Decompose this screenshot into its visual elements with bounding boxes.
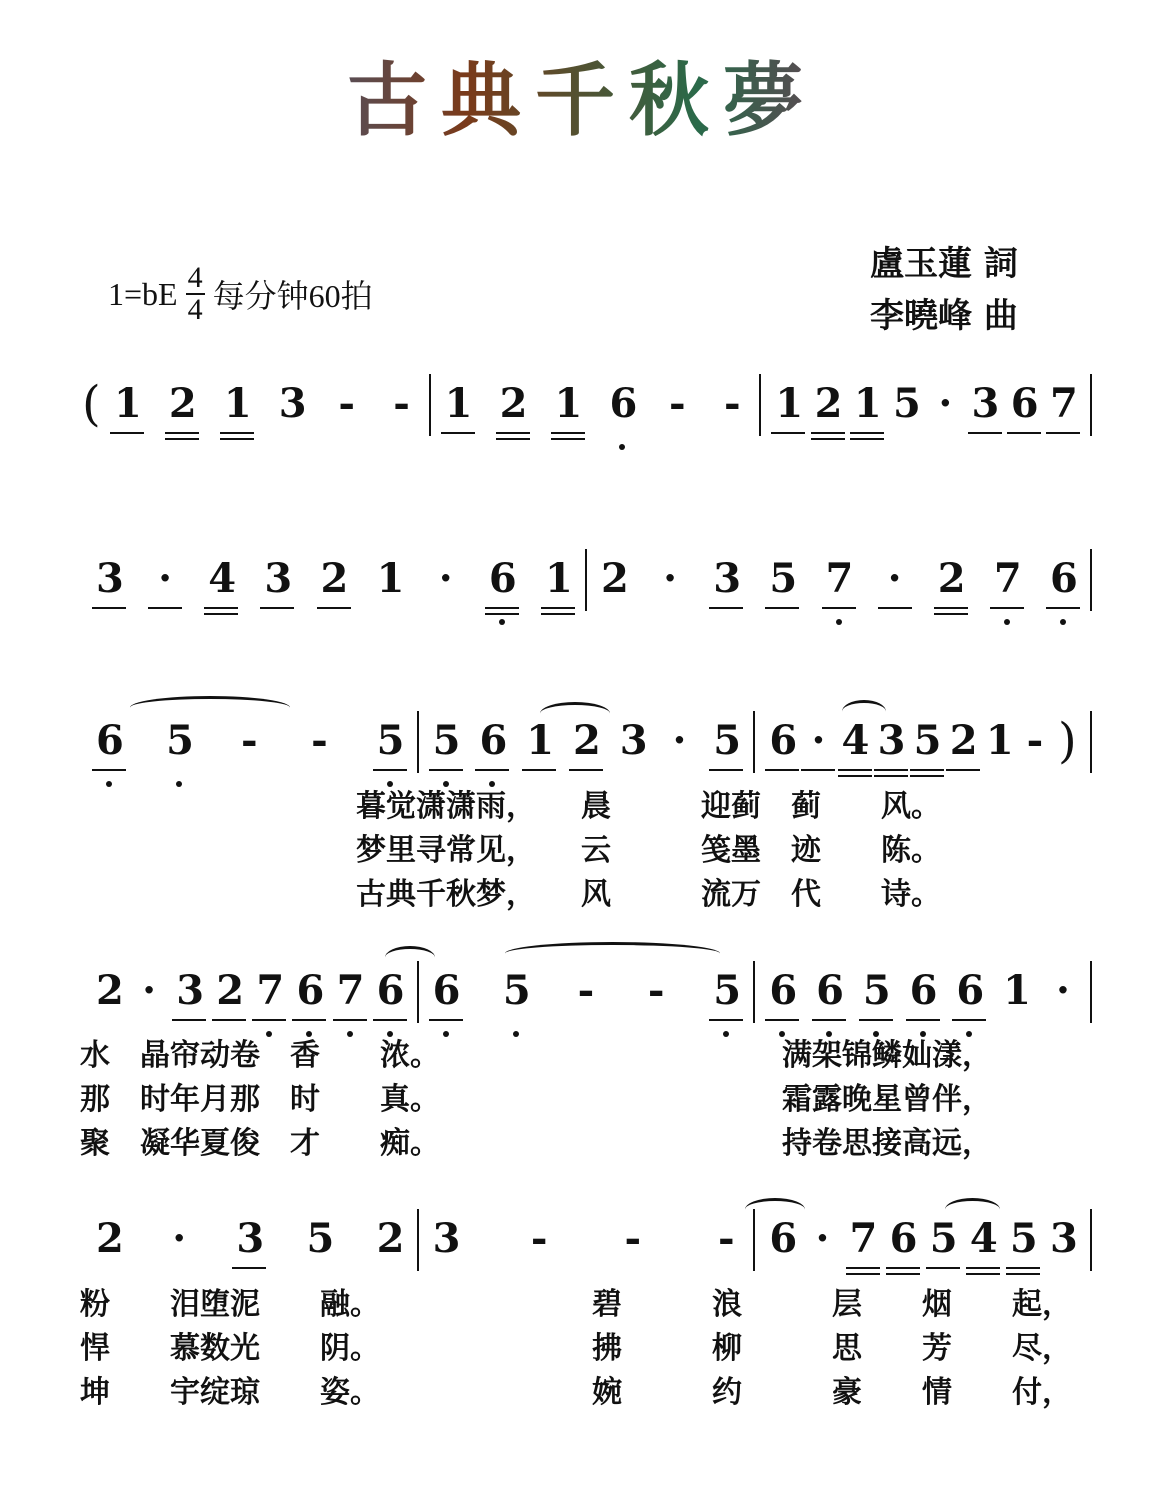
note: 5 (769, 555, 795, 603)
note: 3 (972, 380, 998, 428)
measure (82, 967, 417, 1015)
note: 5 (1010, 1215, 1036, 1263)
dash: - (718, 1215, 735, 1262)
underline (874, 775, 908, 777)
note: 1 (526, 717, 552, 765)
note: 2 (500, 380, 526, 428)
measure (82, 555, 585, 603)
note: 1 (224, 380, 250, 428)
slur (505, 942, 720, 965)
system-3 (82, 713, 1092, 787)
underline (990, 607, 1024, 609)
note: 1 (445, 380, 471, 428)
underline (260, 607, 294, 609)
credits (870, 238, 1018, 342)
augmentation-dot: · (438, 555, 453, 602)
lyric-verse-3: 持卷思接高远， (782, 1126, 992, 1161)
note: 6 (433, 967, 459, 1015)
lyric-verse-3: 古典千秋梦， 风 流万 代 诗。 (356, 877, 941, 912)
underline (333, 1019, 367, 1021)
augmentation-dot: · (172, 1215, 187, 1262)
octave-dot-below (1004, 619, 1010, 625)
note: 3 (878, 717, 904, 765)
underline (373, 1019, 407, 1021)
time-signature (186, 263, 205, 325)
song-title: 古典千秋夢 (0, 50, 1164, 150)
note: 3 (264, 555, 290, 603)
octave-dot-below (499, 619, 505, 625)
lyric-verse-1: 满架锦鳞奾漾， (782, 1038, 992, 1073)
note: 2 (573, 717, 599, 765)
system-4 (82, 967, 1092, 1037)
note: 5 (914, 717, 940, 765)
note: 6 (609, 380, 635, 428)
note: 2 (96, 967, 124, 1014)
note: 3 (1050, 1215, 1078, 1262)
note: 2 (216, 967, 242, 1015)
note: 1 (555, 380, 581, 428)
underline (926, 1267, 960, 1269)
underline (765, 1019, 799, 1021)
underline (765, 769, 799, 771)
note: 1 (854, 380, 880, 428)
lyric-verse-3: 聚 凝华夏俊 才 痴。 (80, 1126, 440, 1161)
measure (761, 380, 1090, 428)
slur (945, 1198, 1000, 1221)
octave-dot-below (443, 1031, 449, 1037)
lyric-verse-2: 霜露晚星曾伴， (782, 1082, 992, 1117)
underline (1006, 1267, 1040, 1269)
note: 1 (1003, 967, 1032, 1014)
note: 6 (1011, 380, 1037, 428)
note: 6 (96, 717, 122, 765)
underline (551, 432, 585, 434)
underline (148, 607, 182, 609)
note: 4 (970, 1215, 996, 1263)
underline (1046, 432, 1080, 434)
underline (765, 607, 799, 609)
note: 6 (890, 1215, 916, 1263)
lyrics-system-4a (80, 1034, 440, 1161)
lyrics-system-5a (80, 1283, 380, 1410)
time-bottom: 4 (187, 293, 203, 326)
underline (801, 769, 835, 771)
underline (709, 1019, 743, 1021)
measure (100, 380, 429, 428)
note: 5 (863, 967, 889, 1015)
measure (587, 555, 1090, 603)
lyric-verse-1: 水 晶帘动卷 香 浓。 (80, 1038, 440, 1073)
underline (485, 613, 519, 615)
underline (838, 775, 872, 777)
measure (419, 1215, 754, 1263)
underline (165, 432, 199, 434)
underline (886, 1273, 920, 1275)
composer: 李曉峰 曲 (870, 296, 1018, 336)
note: 3 (96, 555, 122, 603)
underline (811, 438, 845, 440)
underline (886, 1267, 920, 1269)
underline (906, 1019, 940, 1021)
note: 2 (938, 555, 964, 603)
underline (846, 1267, 880, 1269)
lyrics-system-4b (782, 1034, 992, 1161)
octave-dot-below (513, 1031, 519, 1037)
underline (429, 769, 463, 771)
note: 2 (321, 555, 347, 603)
underline (771, 432, 805, 434)
octave-dot-below (723, 1031, 729, 1037)
dash: - (669, 380, 686, 427)
note: 4 (842, 717, 868, 765)
note: 6 (910, 967, 936, 1015)
note: 3 (619, 717, 648, 764)
key-signature (108, 262, 373, 326)
note: 1 (545, 555, 571, 603)
slur (385, 946, 435, 969)
dash: - (577, 967, 595, 1014)
underline (846, 1273, 880, 1275)
slur (842, 700, 886, 723)
note: 5 (713, 717, 739, 765)
measure (755, 967, 1090, 1015)
underline (165, 438, 199, 440)
measure (82, 1215, 417, 1263)
note: 1 (114, 380, 140, 428)
underline (232, 1267, 266, 1269)
note: 3 (176, 967, 202, 1015)
note: 5 (166, 717, 192, 765)
underline (92, 769, 126, 771)
dash: - (1026, 717, 1044, 764)
underline (212, 1019, 246, 1021)
note: 2 (96, 1215, 124, 1262)
note: 6 (377, 967, 403, 1015)
bar-line (1090, 1209, 1092, 1271)
octave-dot-below (836, 619, 842, 625)
underline (220, 432, 254, 434)
note: 6 (816, 967, 842, 1015)
underline (878, 607, 912, 609)
augmentation-dot: · (672, 717, 687, 764)
key-tonic: 1=bE (108, 275, 178, 312)
lyrics-system-3 (356, 785, 941, 912)
note: 6 (296, 967, 322, 1015)
underline (541, 607, 575, 609)
underline (541, 613, 575, 615)
note: 2 (815, 380, 841, 428)
underline (485, 607, 519, 609)
slur (540, 702, 610, 725)
lyric-verse-3: 坤 宇绽琼 姿。 (80, 1375, 380, 1410)
underline (1006, 1273, 1040, 1275)
underline (522, 769, 556, 771)
system-5 (82, 1215, 1092, 1285)
underline (952, 1019, 986, 1021)
dash: - (338, 380, 355, 427)
slur (745, 1198, 805, 1221)
octave-dot-below (106, 781, 112, 787)
open-paren: ( (82, 376, 101, 432)
underline (850, 432, 884, 434)
lyric-verse-2: 悍 慕数光 阴。 (80, 1331, 380, 1366)
underline (92, 607, 126, 609)
note: 7 (1050, 380, 1076, 428)
note: 5 (930, 1215, 956, 1263)
underline (1046, 607, 1080, 609)
augmentation-dot: · (152, 555, 178, 603)
underline (475, 769, 509, 771)
measure (755, 713, 1090, 769)
note: 5 (503, 967, 529, 1015)
dash: - (241, 717, 258, 764)
note: 7 (994, 555, 1020, 603)
note: 5 (893, 380, 921, 427)
underline (934, 613, 968, 615)
lyric-verse-1: 碧 浪 层 烟 起， (592, 1287, 1072, 1322)
underline (811, 432, 845, 434)
octave-dot-below (619, 444, 625, 450)
bar-line (1090, 711, 1092, 773)
note: 2 (169, 380, 195, 428)
bar-line (1090, 961, 1092, 1023)
note: 6 (1050, 555, 1076, 603)
underline (429, 1019, 463, 1021)
underline (709, 769, 743, 771)
underline (204, 613, 238, 615)
note: 6 (769, 717, 795, 765)
augmentation-dot: · (1055, 967, 1070, 1014)
underline (822, 607, 856, 609)
underline (569, 769, 603, 771)
note: 6 (479, 717, 505, 765)
system-2 (82, 555, 1092, 625)
note: 6 (956, 967, 982, 1015)
system-1 (82, 376, 1092, 450)
note: 1 (985, 717, 1014, 764)
time-top: 4 (187, 261, 203, 294)
note: 3 (278, 380, 307, 427)
note: 7 (850, 1215, 876, 1263)
measure (82, 717, 417, 765)
note: 7 (256, 967, 282, 1015)
dash: - (311, 717, 328, 764)
note: 1 (376, 555, 405, 602)
augmentation-dot: · (805, 717, 831, 765)
lyricist: 盧玉蓮 詞 (870, 244, 1018, 284)
note: 3 (713, 555, 739, 603)
note: 3 (432, 1215, 461, 1262)
underline (110, 432, 144, 434)
underline (252, 1019, 286, 1021)
underline (838, 769, 872, 771)
note: 6 (769, 967, 795, 1015)
lyric-verse-1: 粉 泪堕泥 融。 (80, 1287, 380, 1322)
dash: - (723, 380, 741, 427)
note: 7 (826, 555, 852, 603)
underline (1007, 432, 1041, 434)
augmentation-dot: · (882, 555, 908, 603)
note: 2 (950, 717, 976, 765)
dash: - (393, 380, 410, 427)
note: 4 (208, 555, 234, 603)
underline (910, 775, 944, 777)
augmentation-dot: · (142, 967, 157, 1014)
note: 5 (377, 717, 403, 765)
underline (496, 432, 530, 434)
underline (910, 769, 944, 771)
lyric-verse-2: 那 时年月那 时 真。 (80, 1082, 440, 1117)
underline (373, 769, 407, 771)
dash: - (647, 967, 665, 1014)
bar-line (1090, 549, 1092, 611)
octave-dot-below (1060, 619, 1066, 625)
underline (204, 607, 238, 609)
underline (812, 1019, 846, 1021)
underline (441, 432, 475, 434)
lyrics-system-5b (592, 1283, 1072, 1410)
note: 7 (337, 967, 363, 1015)
underline (172, 1019, 206, 1021)
underline (709, 607, 743, 609)
close-paren: ) (1057, 713, 1077, 769)
underline (551, 438, 585, 440)
underline (292, 1019, 326, 1021)
underline (966, 1273, 1000, 1275)
note: 6 (769, 1215, 798, 1262)
underline (874, 769, 908, 771)
octave-dot-below (176, 781, 182, 787)
lyric-verse-2: 梦里寻常见， 云 笺墨 迹 陈。 (356, 833, 941, 868)
note: 3 (236, 1215, 262, 1263)
augmentation-dot: · (815, 1215, 830, 1262)
lyric-verse-3: 婉 约 豪 情 付， (592, 1375, 1072, 1410)
measure (755, 1215, 1090, 1263)
bar-line (1090, 374, 1092, 436)
lyric-verse-1: 暮觉潇潇雨， 晨 迎蓟 蓟 风。 (356, 789, 941, 824)
underline (946, 769, 980, 771)
underline (220, 438, 254, 440)
underline (968, 432, 1002, 434)
augmentation-dot: · (938, 380, 953, 427)
underline (317, 607, 351, 609)
note: 1 (775, 380, 801, 428)
note: 6 (489, 555, 515, 603)
dash: - (530, 1215, 548, 1262)
tempo: 每分钟60拍 (212, 278, 373, 314)
note: 5 (433, 717, 459, 765)
measure (419, 967, 754, 1015)
underline (496, 438, 530, 440)
note: 5 (713, 967, 739, 1015)
underline (966, 1267, 1000, 1269)
underline (850, 438, 884, 440)
note: 2 (376, 1215, 405, 1262)
measure (431, 380, 760, 428)
note: 5 (306, 1215, 335, 1262)
underline (934, 607, 968, 609)
note: 2 (601, 555, 629, 602)
augmentation-dot: · (663, 555, 678, 602)
dash: - (624, 1215, 642, 1262)
underline (859, 1019, 893, 1021)
slur (130, 696, 290, 719)
lyric-verse-2: 拂 柳 思 芳 尽， (592, 1331, 1072, 1366)
